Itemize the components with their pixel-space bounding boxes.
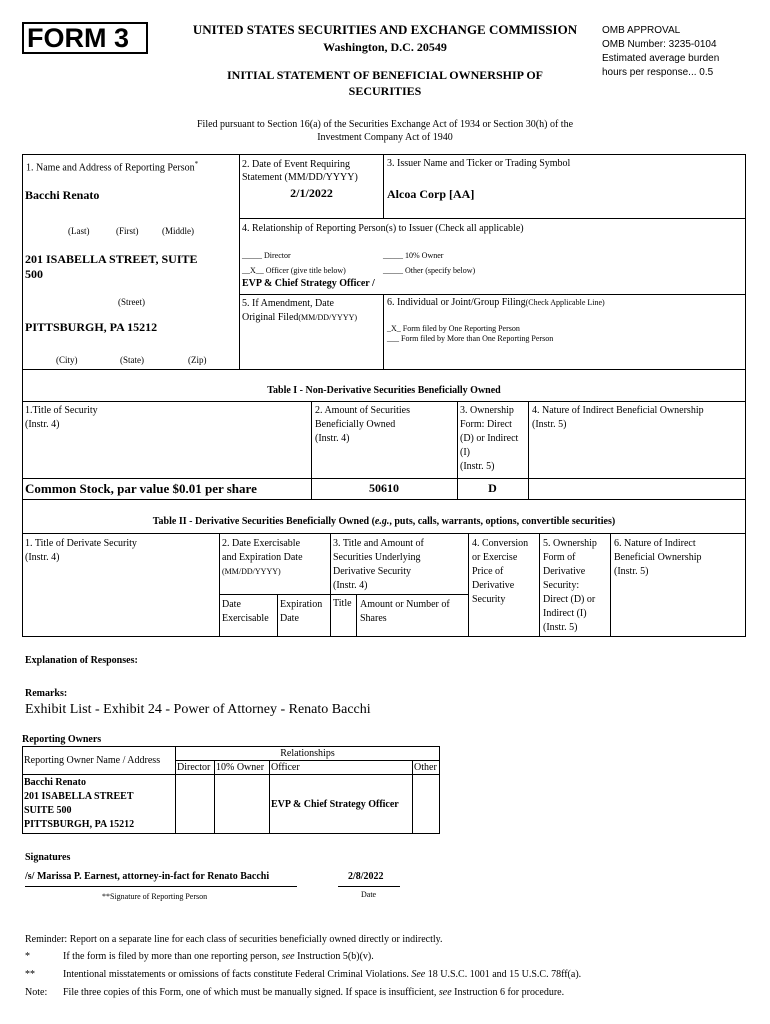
issuer-value: Alcoa Corp [AA] (387, 187, 475, 201)
signature-date: 2/8/2022 (348, 871, 384, 882)
zip-label: (Zip) (188, 355, 207, 365)
ro-col-name: Reporting Owner Name / Address (23, 747, 176, 775)
reporting-owners-table (22, 746, 440, 834)
signatures-heading: Signatures (25, 852, 71, 863)
filed-pursuant-line1: Filed pursuant to Section 16(a) of the Securities Exchange Act of 1934 or Section 30(h) of the (196, 119, 574, 130)
t1-col-amount: 2. Amount of Securities Beneficially Owned (Instr. 4) (315, 405, 410, 444)
footnote-double-star-marker: ** (25, 969, 35, 980)
omb-number: OMB Number: 3235-0104 (602, 39, 717, 50)
t2-col-nature: 6. Nature of Indirect Beneficial Ownership (Instr. 5) (614, 538, 702, 577)
filed-pursuant-line2: Investment Company Act of 1940 (317, 132, 453, 143)
omb-approval: OMB APPROVAL (602, 25, 681, 36)
ro-owner-address: Bacchi Renato 201 ISABELLA STREET SUITE 500 PITTSBURGH, PA 15212 (23, 775, 176, 834)
t1-row-amount: 50610 (369, 481, 399, 495)
ro-col-director: Director (176, 761, 215, 775)
signature-caption: **Signature of Reporting Person (102, 892, 208, 901)
omb-burden-line1: Estimated average burden (602, 53, 720, 64)
note-marker: Note: (25, 987, 48, 998)
filing-option-one: _X_ Form filed by One Reporting Person (387, 324, 520, 333)
t2-col-title: 1. Title of Derivate Security (Instr. 4) (25, 538, 137, 563)
agency-location: Washington, D.C. 20549 (323, 40, 447, 54)
note-text: File three copies of this Form, one of which must be manually signed. If space is insufficient, see Instruction 6 for procedure. (63, 987, 565, 998)
footnote-star-text: If the form is filed by more than one reporting person, see Instruction 5(b)(v). (63, 951, 374, 962)
amendment-label: 5. If Amendment, Date Original Filed(MM/DD/YYYY) (242, 298, 358, 323)
filed-pursuant-note (160, 118, 610, 144)
director-option: _____ Director (242, 251, 291, 260)
footnote-star-marker: * (25, 951, 30, 962)
t2-col-expiration-date: Expiration Date (280, 599, 323, 624)
table-two-title: Table II - Derivative Securities Beneficially Owned (e.g., puts, calls, warrants, options, convertible securities) (152, 516, 616, 527)
ro-col-other: Other (413, 761, 440, 775)
remarks-text: Exhibit List - Exhibit 24 - Power of Attorney - Renato Bacchi (25, 702, 371, 717)
omb-burden-line2: hours per response... 0.5 (602, 67, 714, 78)
street-line1: 201 ISABELLA STREET, SUITE (25, 252, 198, 266)
t2-col-date-exercisable: Date Exercisable (222, 599, 269, 624)
ro-relationships: Relationships (176, 747, 440, 761)
t2-col-conversion: 4. Conversion or Exercise Price of Derivative Security (472, 538, 529, 605)
state-label: (State) (120, 355, 144, 365)
street-address (25, 252, 198, 282)
relationship-label: 4. Relationship of Reporting Person(s) to Issuer (Check all applicable) (242, 223, 524, 234)
table-one-title: Table I - Non-Derivative Securities Beneficially Owned (267, 385, 501, 396)
officer-option: __X__ Officer (give title below) (242, 266, 346, 275)
first-label: (First) (116, 226, 139, 236)
ten-percent-option: _____ 10% Owner (383, 251, 444, 260)
last-label: (Last) (68, 226, 90, 236)
form-title-line1: INITIAL STATEMENT OF BENEFICIAL OWNERSHIP OF (227, 68, 543, 82)
other-option: _____ Other (specify below) (383, 266, 476, 275)
form-label: FORM 3 (22, 22, 148, 54)
street-label: (Street) (118, 297, 145, 307)
name-address-label: 1. Name and Address of Reporting Person* (26, 160, 199, 174)
t1-col-nature: 4. Nature of Indirect Beneficial Ownership (Instr. 5) (532, 405, 704, 430)
omb-approval-block (602, 24, 719, 80)
table-row (23, 775, 440, 834)
city-state-zip: PITTSBURGH, PA 15212 (25, 320, 158, 334)
form-title-line2: SECURITIES (348, 84, 422, 98)
omb-burden-value: 0.5 (699, 67, 714, 78)
remarks-label: Remarks: (25, 688, 68, 699)
signer-name: /s/ Marissa P. Earnest, attorney-in-fact for Renato Bacchi (25, 871, 270, 882)
t2-col-dates: 2. Date Exercisable and Expiration Date (MM/DD/YYYY) (222, 538, 303, 576)
reporting-person-name: Bacchi Renato (25, 188, 100, 202)
t1-col-ownership: 3. Ownership Form: Direct (D) or Indirect (I) (Instr. 5) (460, 405, 519, 472)
explanation-label: Explanation of Responses: (25, 655, 138, 666)
t2-col-underlying-title: Title (333, 598, 352, 609)
t2-col-ownership: 5. Ownership Form of Derivative Security: Direct (D) or Indirect (I) (Instr. 5) (543, 538, 597, 633)
date-caption: Date (361, 890, 377, 899)
reminder-note: Reminder: Report on a separate line for each class of securities beneficially owned directly or indirectly. (25, 934, 443, 945)
t1-row-form: D (488, 481, 497, 495)
ro-col-ten-pct: 10% Owner (215, 761, 270, 775)
street-line2: 500 (25, 267, 43, 281)
footnote-double-star-text: Intentional misstatements or omissions of facts constitute Federal Criminal Violations. See 18 U.S.C. 1001 and 15 U.S.C. 78ff(a). (63, 969, 582, 980)
event-date-value: 2/1/2022 (290, 186, 333, 200)
reporting-owners-heading: Reporting Owners (22, 734, 102, 745)
t2-col-underlying: 3. Title and Amount of Securities Underlying Derivative Security (Instr. 4) (333, 538, 424, 591)
filing-options (387, 324, 553, 344)
middle-label: (Middle) (162, 226, 194, 236)
ro-officer-value: EVP & Chief Strategy Officer (270, 775, 413, 834)
officer-title: EVP & Chief Strategy Officer / (242, 278, 375, 289)
t1-col-title: 1.Title of Security (Instr. 4) (25, 405, 98, 430)
event-date-label: 2. Date of Event Requiring Statement (MM/DD/YYYY) (242, 159, 358, 183)
ro-col-officer: Officer (270, 761, 413, 775)
filing-option-multiple: ___ Form filed by More than One Reporting Person (387, 334, 554, 343)
issuer-label: 3. Issuer Name and Ticker or Trading Symbol (387, 158, 571, 169)
t2-col-underlying-amount: Amount or Number of Shares (360, 599, 450, 624)
city-label: (City) (56, 355, 78, 365)
filing-type-label: 6. Individual or Joint/Group Filing(Check Applicable Line) (387, 297, 605, 308)
agency-name: UNITED STATES SECURITIES AND EXCHANGE COMMISSION (192, 22, 578, 37)
t1-row-security: Common Stock, par value $0.01 per share (25, 481, 257, 496)
